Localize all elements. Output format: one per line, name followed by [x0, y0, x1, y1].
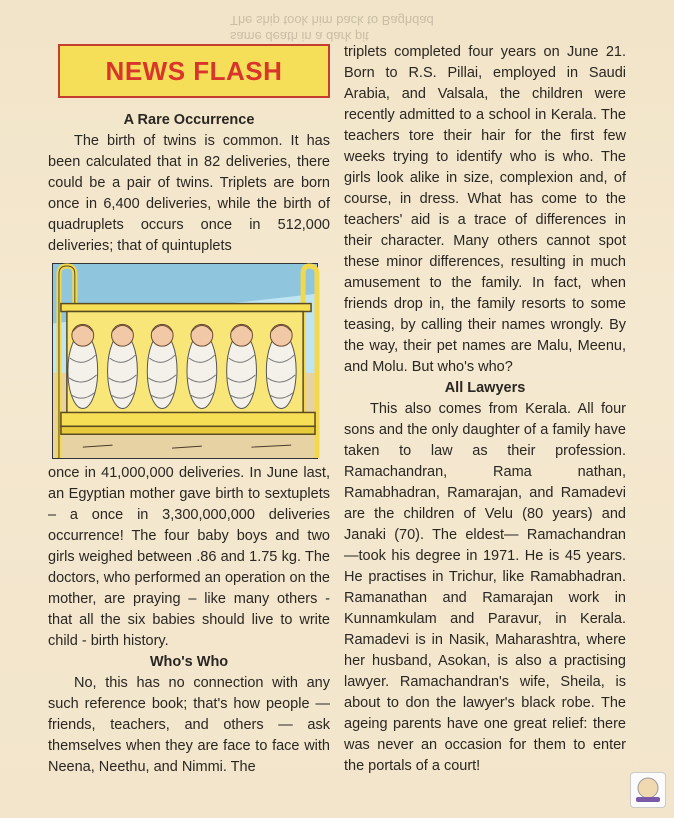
- rare-occurrence-heading: A Rare Occurrence: [123, 112, 255, 128]
- publisher-logo: [630, 772, 666, 808]
- news-flash-banner: [58, 44, 330, 98]
- right-column: [344, 42, 626, 777]
- bleed-line-2: The ship took him back to Baghdad: [230, 13, 434, 28]
- whos-who-para-2: triplets completed four years on June 21. Born to R.S. Pillai, employed in Saudi Arabia, and Valsala, the children were recently admitted to a school in Kerala. The teachers tore their hair for the first few weeks trying to identify who is who. The girls look alike in size, complexion and, of course, in dress. What has come to the teachers' aid is a trace of differences in their character. Many others cannot spot these minor differences, resulting in much amusement to the family. In fact, when friends drop in, the family resorts to some teasing, by calling their names wrongly. By the way, their pet names are Malu, Meenu, and Molu. But who's who?: [344, 44, 626, 375]
- banner-title: NEWS FLASH: [105, 55, 283, 86]
- baby-2: [108, 324, 138, 408]
- baby-6: [266, 324, 296, 408]
- whos-who-heading: Who's Who: [149, 654, 229, 670]
- baby-5: [227, 324, 257, 408]
- baby-4: [187, 324, 217, 408]
- rare-occurrence-para-2: once in 41,000,000 deliveries. In June last, an Egyptian mother gave birth to sextuplets – a once in 3,300,000,000 deliveries occurrence! The four baby boys and two girls weighed between .86 and 1.75 kg. The doctors, who performed an operation on the mother, are praying – like many others - that all the six babies should live to write child - birth history.: [48, 465, 330, 649]
- bleed-line-1: same death in a dark pit: [230, 29, 369, 44]
- rare-occurrence-para-1: The birth of twins is common. It has been calculated that in 82 deliveries, there could be a pair of twins. Triplets are born once in 6,400 deliveries, while the birth of quadruplets occurs once in 512,000 deliveries; that of quintuplets: [48, 133, 330, 254]
- babies-in-cot-illustration: [52, 263, 318, 459]
- all-lawyers-heading: All Lawyers: [444, 380, 526, 396]
- left-column: [48, 44, 330, 778]
- baby-1: [68, 324, 98, 408]
- all-lawyers-para: This also comes from Kerala. All four sons and the only daughter of a family have taken to law as their profession. Ramachandran, Rama nathan, Ramabhadran, Ramarajan, and Ramadevi are the children of Velu (80 years) and Janaki (70). The eldest— Ramachandran —took his degree in 1971. He is 45 years. He practises in Trichur, like Ramabhadran. Ramanathan and Ramarajan work in Kunnamkulam and Paravur, in Kerala. Ramadevi is in Nasik, Maharashtra, where her husband, Asokan, is also a practising lawyer. Ramachandran's wife, Sheila, is about to don the lawyer's black robe. The ageing parents have one great relief: there was never an occasion for them to enter the portals of a court!: [344, 401, 626, 774]
- baby-3: [147, 324, 177, 408]
- whos-who-para-1: No, this has no connection with any such reference book; that's how people — friends, teachers, and others — ask themselves when they are face to face with Neena, Neethu, and Nimmi. The: [48, 675, 330, 775]
- bleed-through-text: [230, 0, 434, 44]
